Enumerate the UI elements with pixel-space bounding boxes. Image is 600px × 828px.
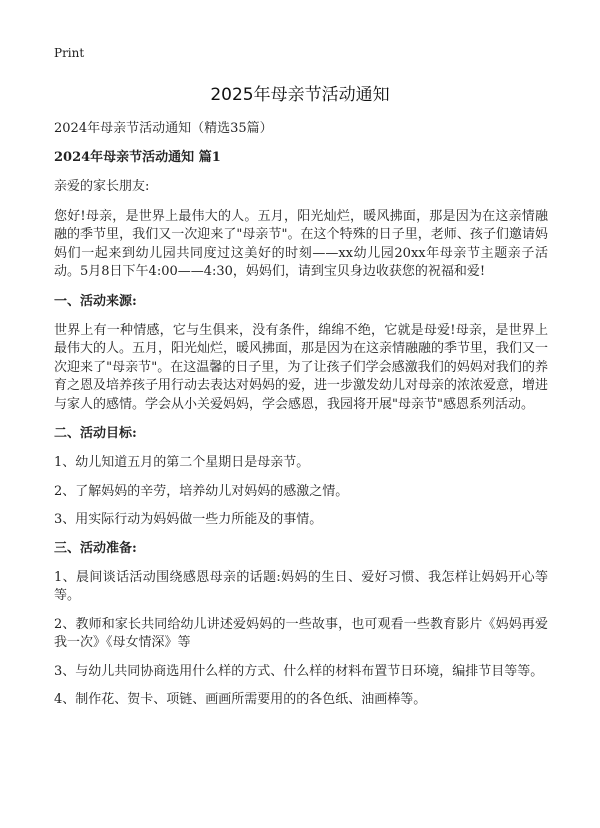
article-heading: 2024年母亲节活动通知 篇1 — [54, 150, 221, 165]
list-item: 3、与幼儿共同协商选用什么样的方式、什么样的材料布置节日环境，编排节目等等。 — [54, 663, 544, 679]
page-title: 2025年母亲节活动通知 — [210, 85, 390, 105]
list-item: 1、晨间谈话活动围绕感恩母亲的话题:妈妈的生日、爱好习惯、我怎样让妈妈开心等等。 — [54, 569, 548, 603]
list-item: 4、制作花、贺卡、项链、画画所需要用的的各色纸、油画棒等。 — [54, 692, 427, 707]
print-link[interactable]: Print — [54, 46, 85, 60]
document-subtitle: 2024年母亲节活动通知（精选35篇） — [54, 121, 273, 136]
section-paragraph: 世界上有一种情感，它与生俱来，没有条件，绵绵不绝，它就是母爱!母亲，是世界上最伟大的人。五月，阳光灿烂，暖风拂面，那是因为在这亲情融融的季节里，我们又一次迎来了"母亲节"。在这温馨的日子里，为了让孩子们学会感激我们的妈妈对我们的养育之恩及培养孩子用行动去表达对妈妈的爱，进一步激发幼儿对母亲的浓浓爱意，增进与家人的感情。学会从小关爱妈妈，学会感恩，我园将开展"母亲节"感恩系列活动。 — [54, 322, 549, 412]
list-item: 2、了解妈妈的辛劳，培养幼儿对妈妈的感激之情。 — [54, 483, 349, 499]
section-heading: 二、活动目标: — [54, 426, 137, 441]
section-heading: 三、活动准备: — [54, 540, 137, 556]
greeting: 亲爱的家长朋友: — [54, 179, 150, 194]
section-heading: 一、活动来源: — [54, 293, 137, 309]
list-item: 3、用实际行动为妈妈做一些力所能及的事情。 — [54, 512, 323, 527]
document-body — [54, 120, 548, 720]
list-item: 1、幼儿知道五月的第二个星期日是母亲节。 — [54, 455, 310, 470]
list-item: 2、教师和家长共同给幼儿讲述爱妈妈的一些故事，也可观看一些教育影片《妈妈再爱我一次》《母女情深》等 — [54, 616, 548, 650]
intro-paragraph: 您好!母亲，是世界上最伟大的人。五月，阳光灿烂，暖风拂面，那是因为在这亲情融融的季节里，我们又一次迎来了"母亲节"。在这个特殊的日子里，老师、孩子们邀请妈妈们一起来到幼儿园共同度过这美好的时刻——xx幼儿园20xx年母亲节主题亲子活动。5月8日下午4:00——4:30，妈妈们，请到宝贝身边收获您的祝福和爱! — [54, 208, 548, 279]
